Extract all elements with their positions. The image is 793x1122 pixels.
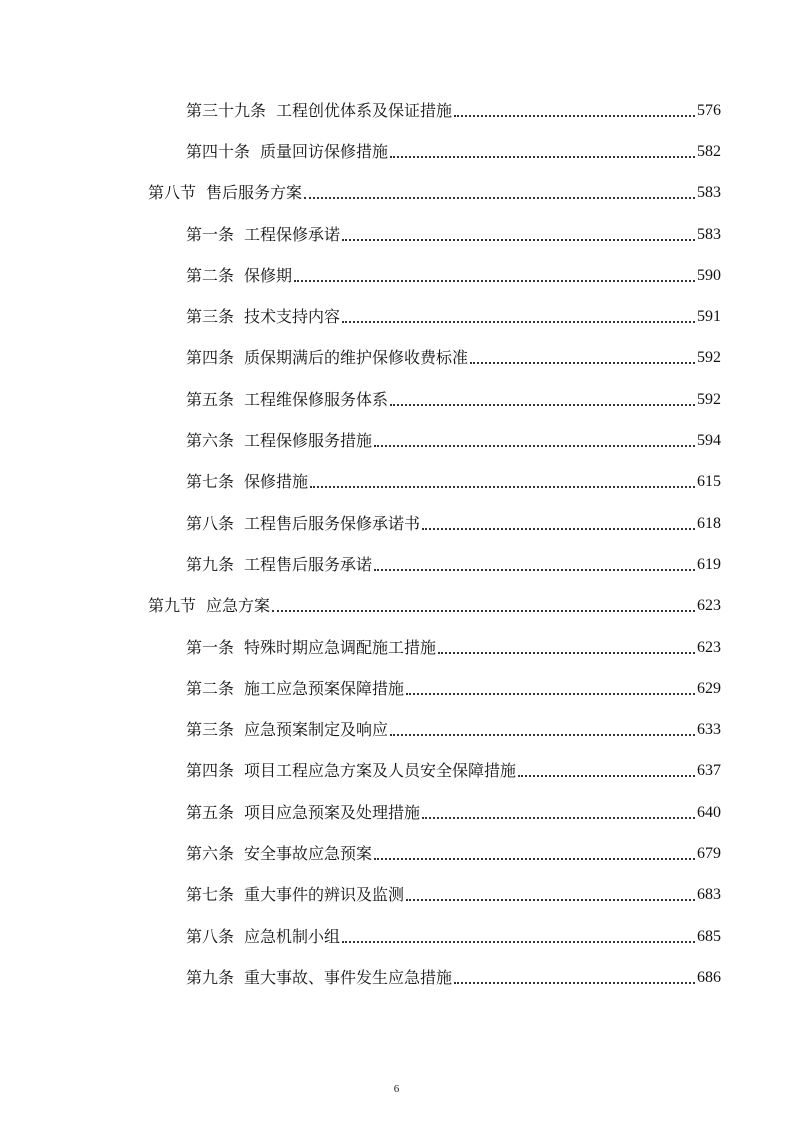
dot-leader [374,431,695,451]
toc-entry-page: 576 [697,101,721,119]
toc-article-entry[interactable] [0,875,793,916]
dot-leader [342,307,695,327]
toc-article-entry[interactable] [0,131,793,172]
toc-entry-page: 592 [697,349,721,367]
toc-entry-page: 594 [697,432,721,450]
dot-leader [390,720,695,740]
toc-entry-title: 质保期满后的维护保修收费标准 [244,348,469,368]
toc-entry-page: 583 [697,184,721,202]
toc-entry-page: 633 [697,721,721,739]
toc-entry-title: 工程创优体系及保证措施 [276,100,453,120]
toc-entry-title: 应急方案 [206,596,271,616]
toc-entry-page: 590 [697,266,721,284]
dot-leader [406,679,695,699]
toc-entry-number: 第六条 [186,843,235,863]
toc-entry-page: 623 [697,597,721,615]
toc-entry-number: 第三条 [186,307,235,327]
dot-leader [390,390,695,410]
dot-leader [342,225,695,245]
toc-article-entry[interactable] [0,709,793,750]
toc-entry-page: 592 [697,390,721,408]
toc-entry-page: 591 [697,308,721,326]
toc-entry-page: 615 [697,473,721,491]
dot-leader [294,266,695,286]
toc-entry-title: 应急预案制定及响应 [244,720,389,740]
toc-entry-title: 安全事故应急预案 [244,843,373,863]
toc-entry-number: 第四条 [186,348,235,368]
toc-entry-number: 第二条 [186,678,235,698]
toc-article-entry[interactable] [0,420,793,461]
toc-article-entry[interactable] [0,833,793,874]
dot-leader [310,472,695,492]
toc-article-entry[interactable] [0,90,793,131]
toc-entry-number: 第一条 [186,637,235,657]
toc-article-entry[interactable] [0,255,793,296]
toc-article-entry[interactable] [0,792,793,833]
toc-entry-page: 583 [697,225,721,243]
toc-article-entry[interactable] [0,751,793,792]
toc-entry-number: 第一条 [186,224,235,244]
dot-leader [272,596,695,616]
toc-article-entry[interactable] [0,957,793,998]
toc-entry-title: 项目工程应急方案及人员安全保障措施 [244,761,517,781]
dot-leader [374,555,695,575]
toc-entry-title: 工程维保修服务体系 [244,389,389,409]
toc-entry-page: 683 [697,886,721,904]
toc-article-entry[interactable] [0,296,793,337]
toc-entry-page: 637 [697,762,721,780]
toc-article-entry[interactable] [0,627,793,668]
toc-section-entry[interactable] [0,173,793,214]
dot-leader [422,514,695,534]
dot-leader [342,927,695,947]
toc-entry-number: 第四条 [186,761,235,781]
toc-section-entry[interactable] [0,586,793,627]
toc-entry-page: 618 [697,514,721,532]
toc-entry-title: 重大事件的辨识及监测 [244,885,405,905]
toc-entry-number: 第四十条 [186,141,251,161]
dot-leader [518,761,695,781]
toc-entry-title: 质量回访保修措施 [260,141,389,161]
toc-entry-page: 623 [697,638,721,656]
toc-article-entry[interactable] [0,379,793,420]
toc-entry-number: 第七条 [186,472,235,492]
toc-entry-page: 679 [697,844,721,862]
toc-article-entry[interactable] [0,503,793,544]
toc-entry-title: 售后服务方案 [206,183,303,203]
toc-entry-page: 619 [697,555,721,573]
toc-entry-number: 第八条 [186,513,235,533]
toc-entry-number: 第六条 [186,431,235,451]
toc-entry-number: 第三条 [186,720,235,740]
toc-article-entry[interactable] [0,338,793,379]
toc-entry-title: 工程保修服务措施 [244,431,373,451]
toc-article-entry[interactable] [0,214,793,255]
toc-entry-title: 施工应急预案保障措施 [244,678,405,698]
toc-entry-number: 第九节 [148,596,197,616]
toc-article-entry[interactable] [0,668,793,709]
toc-entry-page: 685 [697,927,721,945]
toc-entry-number: 第八条 [186,926,235,946]
toc-entry-title: 工程售后服务承诺 [244,554,373,574]
dot-leader [454,101,695,121]
dot-leader [390,142,695,162]
dot-leader [438,638,695,658]
toc-article-entry[interactable] [0,462,793,503]
toc-entry-title: 技术支持内容 [244,307,341,327]
toc-entry-title: 重大事故、事件发生应急措施 [244,967,453,987]
page-number: 6 [393,1083,400,1095]
toc-entry-number: 第九条 [186,554,235,574]
toc-entry-title: 特殊时期应急调配施工措施 [244,637,437,657]
toc-article-entry[interactable] [0,916,793,957]
dot-leader [304,183,695,203]
toc-entry-number: 第二条 [186,265,235,285]
toc-entry-page: 582 [697,142,721,160]
dot-leader [422,803,695,823]
toc-entry-title: 保修措施 [244,472,309,492]
toc-entry-page: 686 [697,968,721,986]
toc-entry-title: 保修期 [244,265,293,285]
dot-leader [374,844,695,864]
dot-leader [454,968,695,988]
toc-entry-number: 第五条 [186,389,235,409]
toc-article-entry[interactable] [0,544,793,585]
toc-entry-title: 工程保修承诺 [244,224,341,244]
toc-entry-number: 第七条 [186,885,235,905]
toc-entry-title: 工程售后服务保修承诺书 [244,513,421,533]
toc-entry-page: 629 [697,679,721,697]
toc-entry-number: 第八节 [148,183,197,203]
toc-entry-page: 640 [697,803,721,821]
toc-entry-title: 项目应急预案及处理措施 [244,802,421,822]
dot-leader [470,348,695,368]
toc-entry-title: 应急机制小组 [244,926,341,946]
dot-leader [406,885,695,905]
toc-entry-number: 第三十九条 [186,100,267,120]
toc-entry-number: 第九条 [186,967,235,987]
toc-entry-number: 第五条 [186,802,235,822]
table-of-contents [0,90,793,999]
